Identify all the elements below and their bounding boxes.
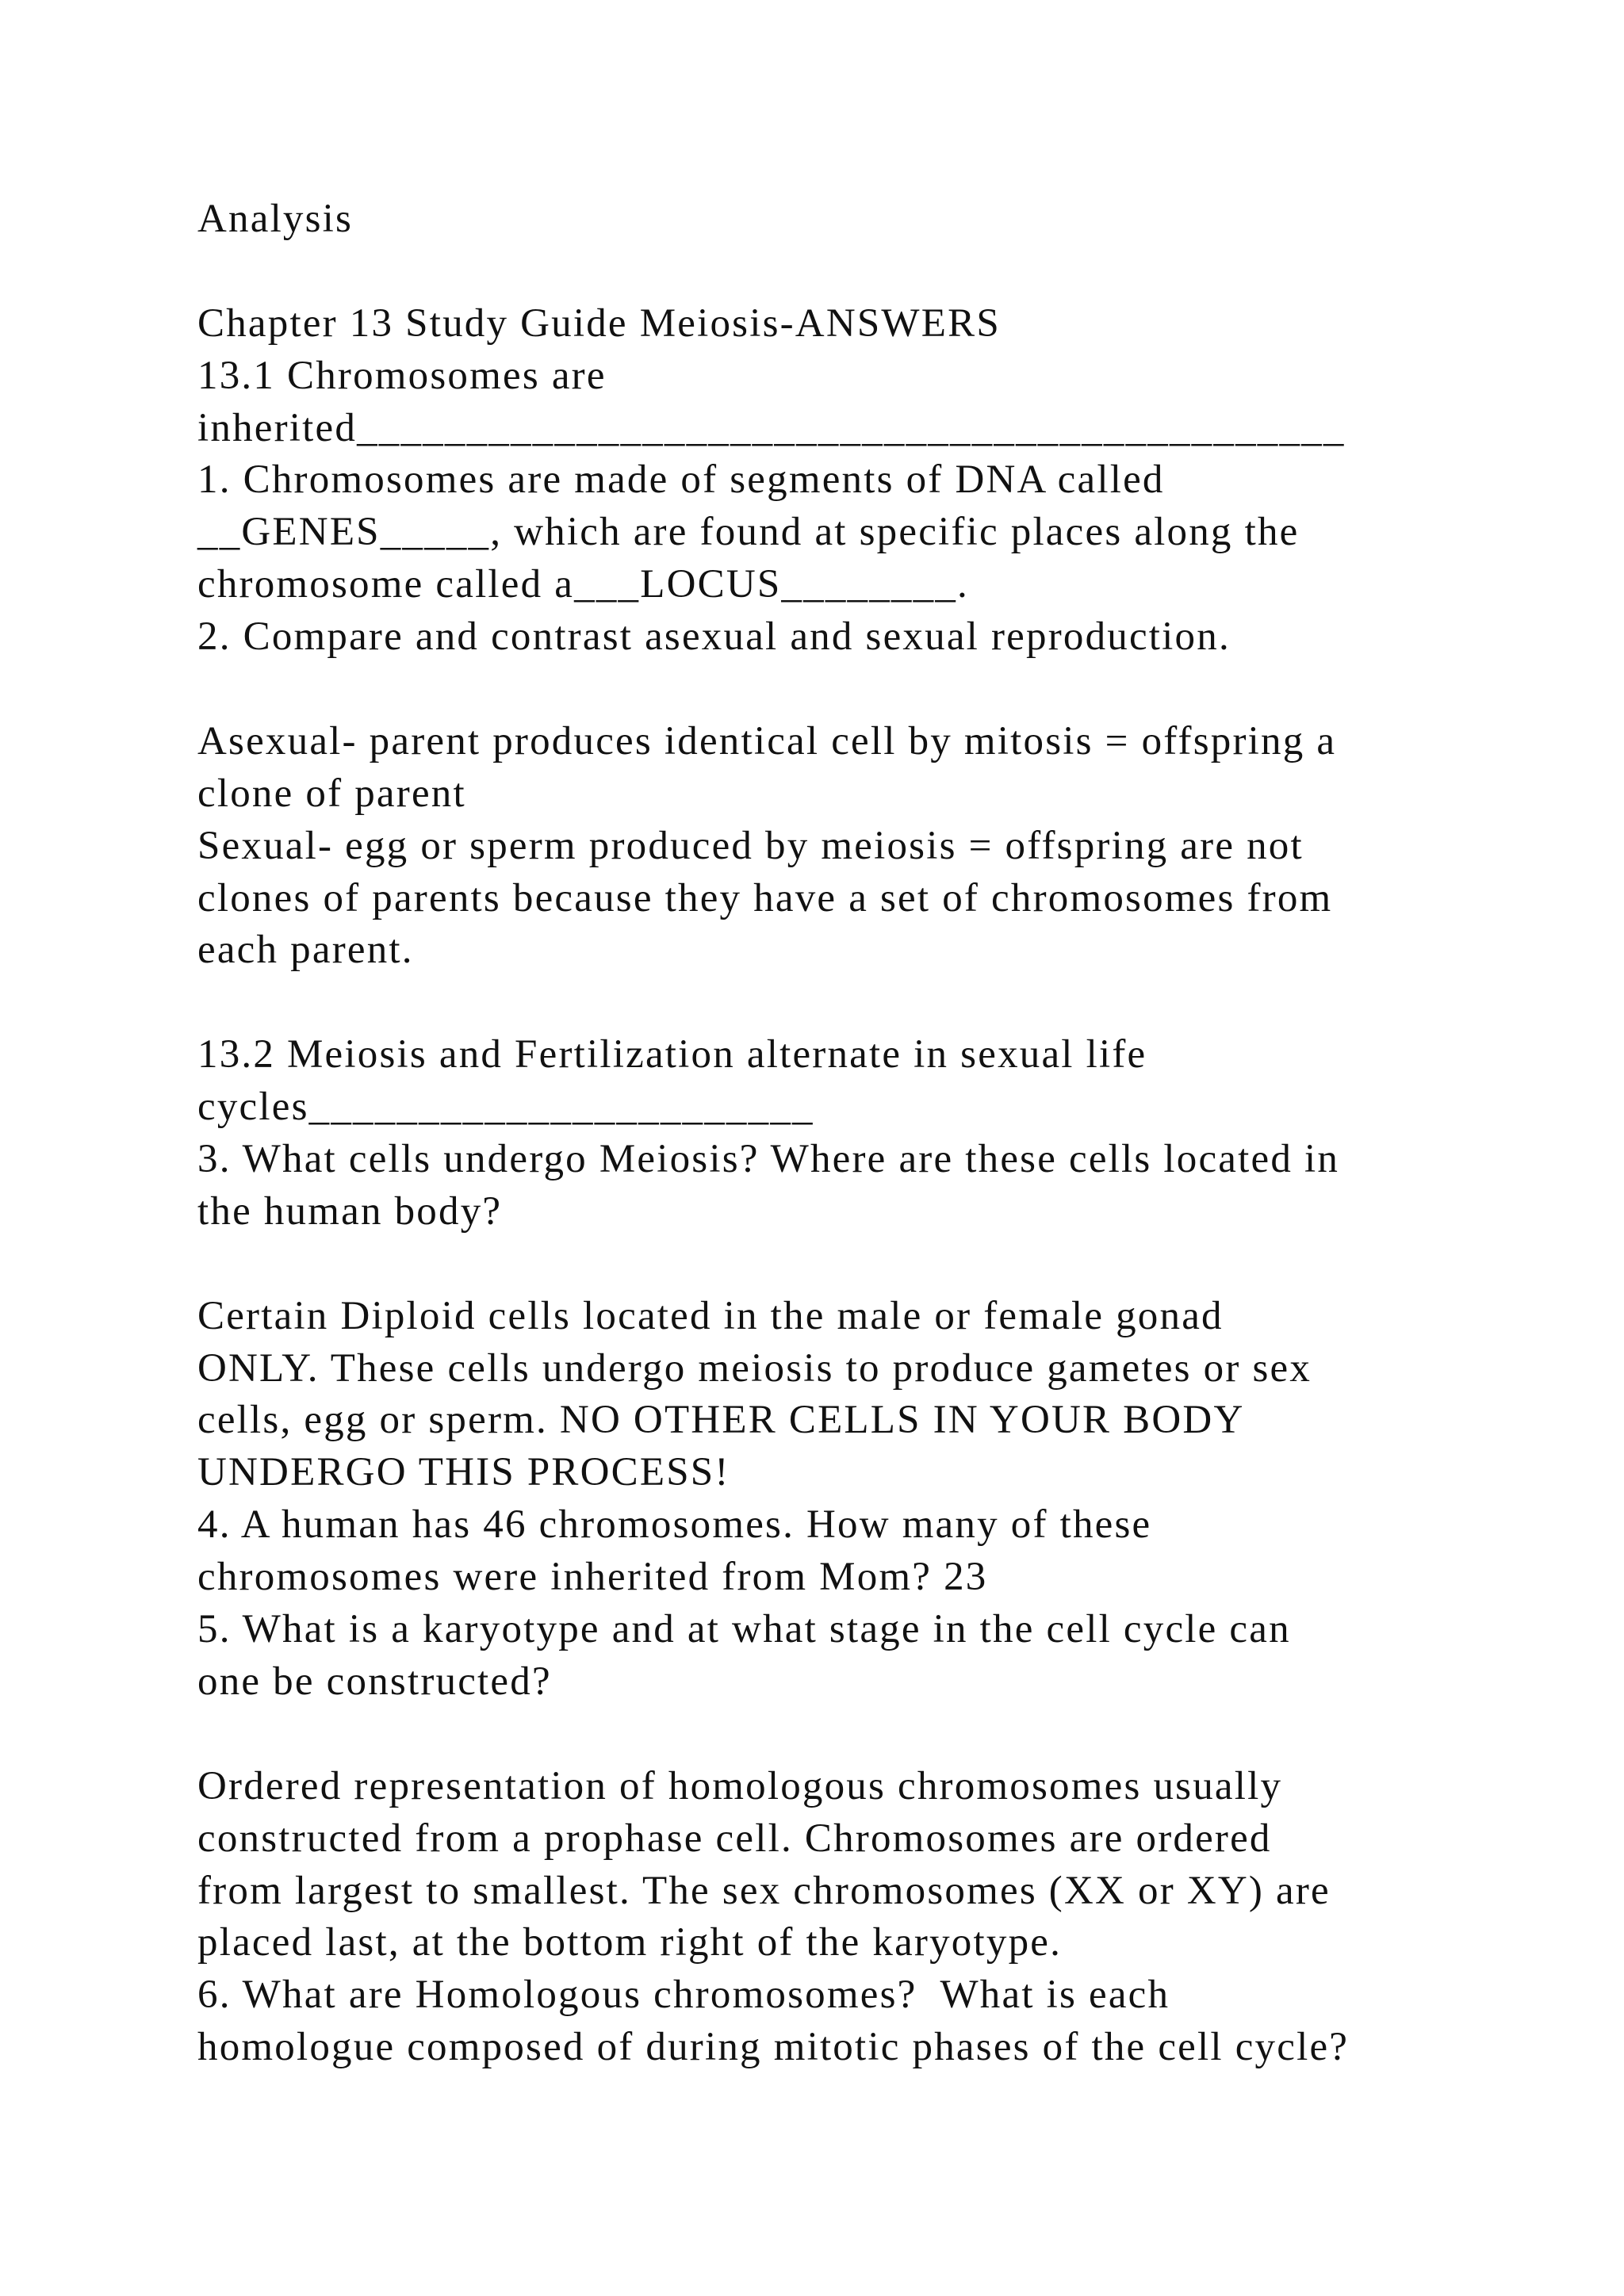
question-1: 1. Chromosomes are made of segments of DNA called	[197, 457, 1165, 503]
question-5: 5. What is a karyotype and at what stage in the cell cycle can	[197, 1607, 1291, 1652]
answer-5: Ordered representation of homologous chromosomes usually	[197, 1763, 1283, 1808]
blank-line	[197, 246, 1498, 298]
answer-3: Certain Diploid cells located in the male or female gonad	[197, 1293, 1224, 1338]
answer-2-asexual-cont: clone of parent	[197, 771, 466, 816]
section-13-1-heading: 13.1 Chromosomes are	[197, 353, 607, 398]
answer-3-cont: UNDERGO THIS PROCESS!	[197, 1450, 730, 1495]
question-5-cont: one be constructed?	[197, 1659, 552, 1704]
question-2: 2. Compare and contrast asexual and sexual reproduction.	[197, 614, 1231, 660]
section-13-2-heading: 13.2 Meiosis and Fertilization alternate in sexual life	[197, 1032, 1147, 1077]
answer-5-cont: placed last, at the bottom right of the karyotype.	[197, 1920, 1063, 1965]
answer-2-sexual: Sexual- egg or sperm produced by meiosis = offspring are not	[197, 823, 1304, 868]
section-13-1-heading-cont: inherited_____________________________________________	[197, 405, 1346, 450]
blank-line	[197, 977, 1498, 1029]
blank-line	[197, 1709, 1498, 1761]
answer-5-cont: from largest to smallest. The sex chromosomes (XX or XY) are	[197, 1868, 1331, 1913]
question-3: 3. What cells undergo Meiosis? Where are these cells located in	[197, 1137, 1340, 1182]
question-6-cont: homologue composed of during mitotic phases of the cell cycle?	[197, 2025, 1350, 2070]
answer-3-cont: ONLY. These cells undergo meiosis to produce gametes or sex	[197, 1345, 1312, 1391]
answer-2-sexual-cont: each parent.	[197, 928, 414, 973]
answer-2-asexual: Asexual- parent produces identical cell by mitosis = offspring a	[197, 718, 1337, 763]
document-body	[197, 193, 1498, 2074]
blank-line	[197, 664, 1498, 716]
question-4: 4. A human has 46 chromosomes. How many of these	[197, 1502, 1152, 1548]
blank-line	[197, 1238, 1498, 1291]
answer-2-sexual-cont: clones of parents because they have a set of chromosomes from	[197, 875, 1333, 920]
document-title: Analysis	[197, 197, 354, 241]
question-1-cont: __GENES_____, which are found at specific places along the	[197, 510, 1300, 555]
answer-3-cont: cells, egg or sperm. NO OTHER CELLS IN YOUR BODY	[197, 1398, 1245, 1443]
section-13-2-heading-cont: cycles_______________________	[197, 1085, 814, 1130]
question-6: 6. What are Homologous chromosomes? What is each	[197, 1973, 1170, 2018]
question-1-cont: chromosome called a___LOCUS________.	[197, 562, 969, 607]
answer-5-cont: constructed from a prophase cell. Chromosomes are ordered	[197, 1816, 1272, 1861]
question-4-cont: chromosomes were inherited from Mom? 23	[197, 1555, 988, 1600]
study-guide-heading: Chapter 13 Study Guide Meiosis-ANSWERS	[197, 300, 1001, 346]
question-3-cont: the human body?	[197, 1188, 503, 1234]
